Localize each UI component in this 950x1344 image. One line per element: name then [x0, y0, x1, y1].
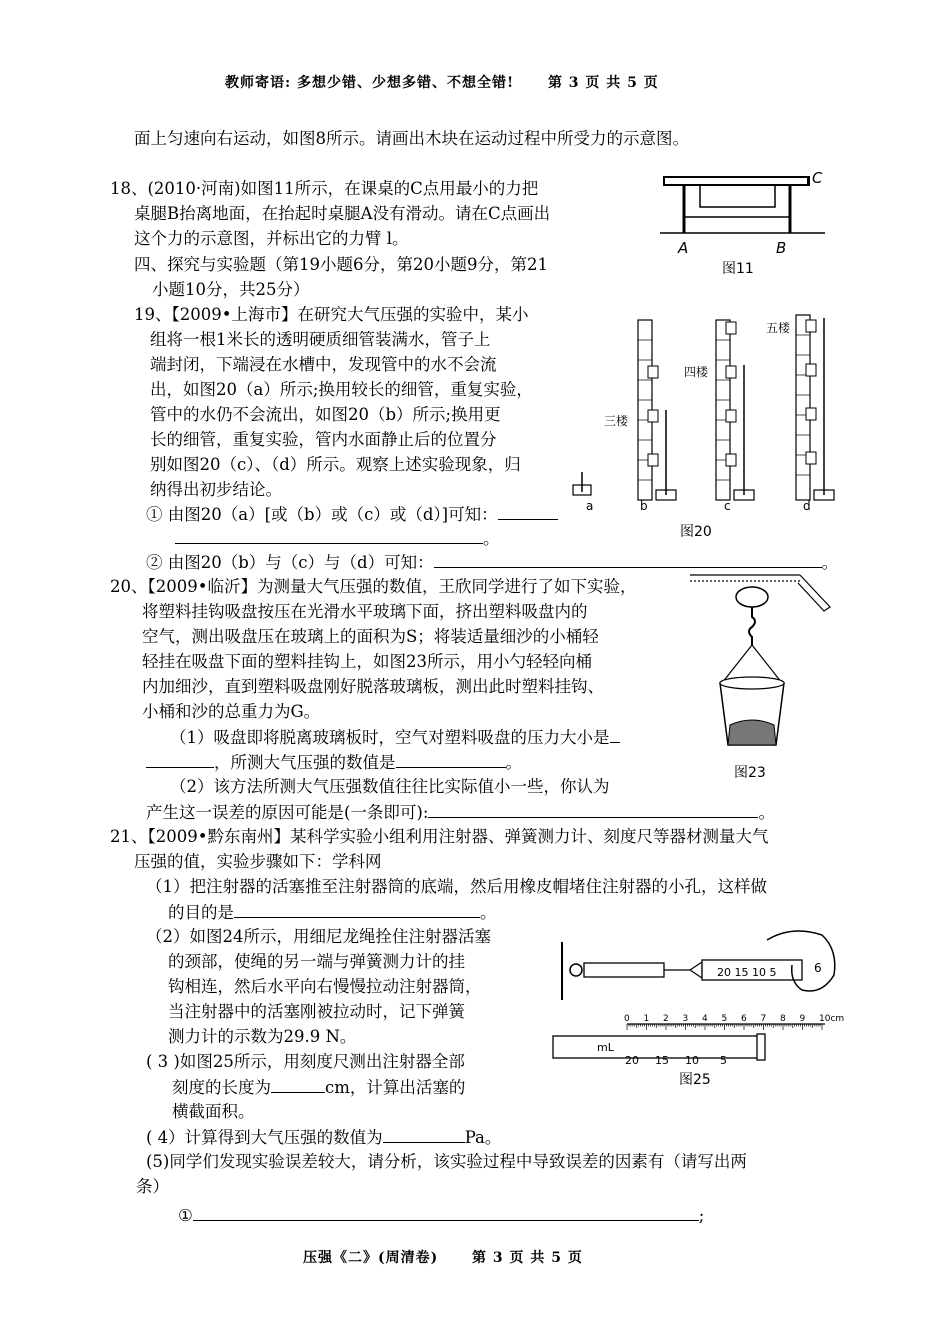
header-page-number: 第 3 页 共 5 页 [547, 75, 659, 91]
label-a: a [586, 499, 594, 513]
q20-line-4: 轻挂在吸盘下面的塑料挂钩上，如图23所示，用小勺轻轻向桶 [142, 652, 592, 671]
section-4-heading-2: 小题10分，共25分） [152, 280, 310, 299]
q19-line-5: 管中的水仍不会流出，如图20（b）所示;换用更 [150, 405, 501, 424]
figure-11-desk [660, 165, 840, 280]
q21-step-2-line-2: 的颈部，使绳的另一端与弹簧测力计的挂 [168, 952, 465, 971]
period: 。 [821, 553, 839, 572]
label-d: d [803, 499, 811, 513]
hand-label: 6 [814, 961, 822, 975]
desk-top [664, 177, 809, 185]
q20-sub-2b-text: 产生这一误差的原因可能是(一条即可): [146, 803, 429, 822]
q20-line-3: 空气，测出吸盘压在玻璃上的面积为S；将装适量细沙的小桶轻 [142, 627, 599, 646]
period: 。 [483, 529, 500, 548]
figure-23-caption: 图23 [734, 765, 766, 781]
syringe-marks: 20 15 10 5 [717, 966, 777, 979]
q21-step-3b-text: 刻度的长度为 [172, 1078, 271, 1097]
q20-sub-1 [170, 726, 620, 749]
q21-step-2-line-4: 当注射器中的活塞刚被拉动时，记下弹簧 [168, 1002, 465, 1021]
q21-step-1-cont [168, 901, 497, 924]
figure-24-syringe-gauge [552, 920, 842, 1010]
q21-step-1: （1）把注射器的活塞推至注射器筒的底端，然后用橡皮帽堵住注射器的小孔，这样做 [146, 877, 767, 896]
syringe-mark: 10 [685, 1054, 699, 1067]
syringe-unit: mL [597, 1041, 614, 1054]
q19-line-4: 出，如图20（a）所示;换用较长的细管，重复实验， [150, 380, 533, 399]
ruler-tick-label: 4 [702, 1014, 708, 1024]
page-header [225, 72, 659, 94]
circled-number: ① [178, 1206, 193, 1225]
q20-sub-1b-text: ，所测大气压强的数值是 [214, 753, 396, 772]
ruler-tick-label: 2 [663, 1014, 669, 1024]
q19-item-2-text: ② 由图20（b）与（c）与（d）可知： [146, 553, 434, 572]
footer-page-number: 第 3 页 共 5 页 [472, 1250, 583, 1266]
q19-line-3: 端封闭，下端浸在水槽中，发现管中的水不会流 [150, 355, 497, 374]
ruler-tick-label: 1 [643, 1014, 650, 1024]
q20-line-2: 将塑料挂钩吸盘按压在光滑水平玻璃下面，挤出塑料吸盘内的 [142, 602, 588, 621]
q20-line-5: 内加细沙，直到塑料吸盘刚好脱落玻璃板，测出此时塑料挂钩、 [142, 677, 604, 696]
answer-blank[interactable] [146, 751, 214, 768]
q20-sub-1-text: （1）吸盘即将脱离玻璃板时，空气对塑料吸盘的压力大小是 [170, 728, 610, 747]
q21-step-5-cont: 条） [136, 1177, 169, 1196]
q21-step-4 [146, 1126, 501, 1149]
q20-sub-2-cont [146, 801, 775, 824]
label-c: c [724, 499, 731, 513]
label-c: C [812, 169, 823, 187]
ruler-tick-label: 7 [760, 1014, 767, 1024]
footer-title: 压强《二》(周清卷) [303, 1250, 439, 1266]
ruler-tick-label: 0 [624, 1014, 630, 1024]
q21-step-3b-unit: cm，计算出活塞的 [325, 1078, 466, 1097]
label-floor-3: 三楼 [604, 414, 629, 428]
q21-step-2-line-5: 测力计的示数为29.9 N。 [168, 1027, 357, 1046]
label-b: b [640, 499, 648, 513]
syringe-mark: 15 [655, 1054, 669, 1067]
answer-blank[interactable] [193, 1204, 699, 1221]
ruler-tick-label: 5 [721, 1014, 728, 1024]
hook [749, 607, 755, 645]
semicolon: ; [698, 1206, 705, 1225]
page-footer [303, 1247, 583, 1269]
q21-step-1b-text: 的目的是 [168, 903, 234, 922]
figure-25-caption: 图25 [679, 1072, 711, 1088]
q17-tail-text: 面上匀速向右运动，如图8所示。请画出木块在运动过程中所受力的示意图。 [134, 129, 689, 148]
q18-line-3: 这个力的示意图，并标出它的力臂 l。 [134, 229, 409, 248]
q19-item-1 [146, 503, 558, 526]
q21-step-3: ( 3 )如图25所示，用刻度尺测出注射器全部 [146, 1052, 465, 1071]
q19-item-1-text: ① 由图20（a）[或（b）或（c）或（d）]可知： [146, 505, 498, 524]
ruler-tick-label: 6 [741, 1014, 747, 1024]
answer-blank[interactable] [498, 503, 558, 520]
q18-line-2: 桌腿B抬离地面，在抬起时桌腿A没有滑动。请在C点画出 [134, 204, 551, 223]
suction-cup [736, 587, 768, 607]
q21-step-3-cont [172, 1076, 465, 1099]
syringe-mark: 20 [625, 1054, 639, 1067]
q19-line-8: 纳得出初步结论。 [150, 480, 282, 499]
q19-line-2: 组将一根1米长的透明硬质细管装满水，管子上 [150, 330, 491, 349]
figure-20-caption: 图20 [680, 524, 712, 540]
sand [728, 720, 776, 745]
figure-20-tubes [568, 310, 843, 545]
label-floor-5: 五楼 [766, 321, 791, 335]
q20-sub-2: （2）该方法所测大气压强数值往往比实际值小一些，你认为 [170, 777, 610, 796]
answer-blank[interactable] [383, 1126, 465, 1143]
label-a: A [678, 239, 689, 257]
q20-line-1: 20、【2009•临沂】为测量大气压强的数值，王欣同学进行了如下实验， [110, 577, 637, 596]
header-motto: 教师寄语: 多想少错、少想多错、不想全错! [225, 75, 515, 91]
ruler-tick-label: 8 [780, 1014, 786, 1024]
desk-drawer [700, 185, 775, 207]
syringe-mark: 5 [720, 1054, 727, 1067]
answer-blank[interactable] [610, 726, 620, 743]
q21-step-4-text: ( 4）计算得到大气压强的数值为 [146, 1128, 383, 1147]
q21-line-2: 压强的值，实验步骤如下：学科网 [134, 852, 382, 871]
q19-line-1: 19、【2009•上海市】在研究大气压强的实验中，某小 [134, 305, 529, 324]
q21-step-2-line-3: 钩相连，然后水平向右慢慢拉动注射器筒， [168, 977, 482, 996]
answer-blank[interactable] [396, 751, 506, 768]
label-floor-4: 四楼 [684, 365, 709, 379]
ruler [624, 1014, 844, 1030]
figure-11-caption: 图11 [722, 261, 754, 277]
q19-line-6: 长的细管，重复实验，管内水面静止后的位置分 [150, 430, 497, 449]
q21-step-5: (5)同学们发现实验误差较大，请分析，该实验过程中导致误差的因素有（请写出两 [146, 1152, 747, 1171]
q20-line-6: 小桶和沙的总重力为G。 [142, 702, 321, 721]
q21-step-3-end: 横截面积。 [172, 1102, 255, 1121]
q18-line-1: 18、(2010·河南)如图11所示，在课桌的C点用最小的力把 [110, 179, 539, 198]
spring-scale [584, 963, 664, 977]
ruler-tick-label: 10cm [819, 1014, 845, 1024]
period: 。 [758, 803, 775, 822]
period: 。 [505, 753, 522, 772]
label-b: B [776, 239, 787, 257]
q21-step-2-line-1: （2）如图24所示，用细尼龙绳拴住注射器活塞 [146, 927, 491, 946]
period: 。 [480, 903, 497, 922]
q21-step-4-unit: Pa。 [464, 1128, 502, 1147]
q19-item-1-cont [175, 527, 500, 550]
q21-line-1: 21、【2009•黔东南州】某科学实验小组利用注射器、弹簧测力计、刻度尺等器材测量大气 [110, 827, 769, 846]
figure-23-bucket [690, 565, 840, 785]
figure-25-ruler-syringe [545, 1012, 845, 1092]
answer-blank[interactable] [234, 901, 480, 918]
q20-sub-1-cont [146, 751, 522, 774]
ruler-tick-label: 9 [799, 1014, 806, 1024]
section-4-heading-1: 四、探究与实验题（第19小题6分，第20小题9分，第21 [134, 255, 548, 274]
answer-blank[interactable] [428, 801, 758, 818]
answer-blank[interactable] [175, 527, 483, 544]
answer-blank[interactable] [271, 1076, 325, 1093]
q19-line-7: 别如图20（c）、（d）所示。观察上述实验现象，归 [150, 455, 521, 474]
ruler-tick-label: 3 [682, 1014, 689, 1024]
q21-step-5-item-1 [178, 1204, 704, 1227]
